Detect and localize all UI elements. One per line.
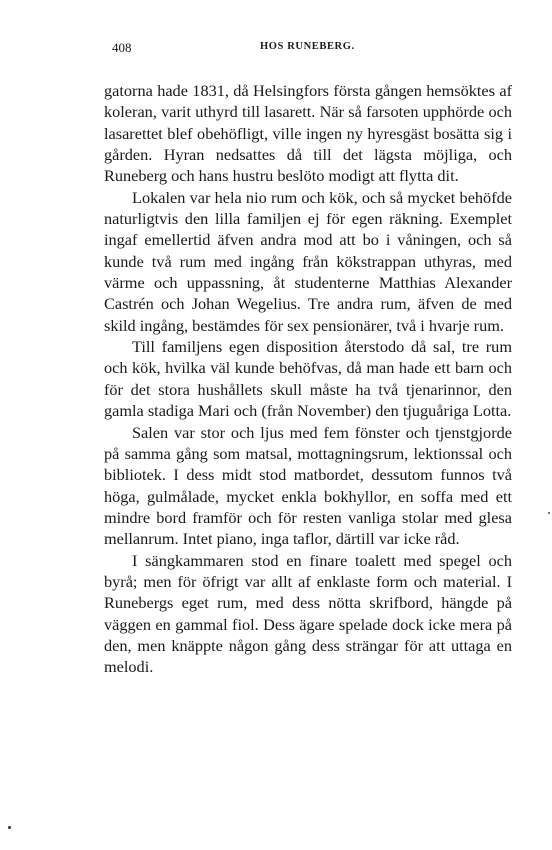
paragraph-5: I sängkammaren stod en finare toalett med spegel och byrå; men för öfrigt var allt af enklaste form och material. I Runebergs eget rum, med dess nötta skrifbord, hängde på väggen en gammal fiol. Dess ägare spelade dock icke mera på den, men knäppte någon gång dess strängar för att uttaga en melodi. bbox=[104, 550, 512, 677]
edge-mark bbox=[548, 512, 550, 514]
paragraph-1: gatorna hade 1831, då Helsingfors första gången hemsöktes af koleran, varit uthyrd till lasarett. När så farsoten upphörde och lasarettet blef obehöfligt, ville ingen ny hyresgäst bosätta sig i gården. Hyran nedsattes då till det lägsta möjliga, och Runeberg och hans hustru beslöto modigt att flytta dit. bbox=[104, 81, 512, 186]
body-text bbox=[104, 80, 512, 678]
paragraph-4: Salen var stor och ljus med fem fönster och tjenstgjorde på samma gång som matsal, mottagningsrum, lektionssal och bibliotek. I dess midt stod matbordet, dessutom funnos två höga, gulmålade, mycket enkla bokhyllor, en soffa med ett mindre bord framför och för resten vanliga stolar med glesa mellanrum. Intet piano, inga taflor, därtill var icke råd. bbox=[104, 422, 512, 549]
paragraph-3: Till familjens egen disposition återstodo då sal, tre rum och kök, hvilka väl kunde behöfvas, då man hade ett barn och för det stora hushållets skull måste ha två tjenarinnor, den gamla stadiga Mari och (från November) den tjuguåriga Lotta. bbox=[104, 337, 512, 421]
paragraph-2: Lokalen var hela nio rum och kök, och så mycket behöfde naturligtvis den lilla familjen ej för egen räkning. Exemplet ingaf emellertid äfven andra mod att bo i våningen, och så kunde två rum med ingång från kökstrappan uthyras, med värme och uppassning, åt studenterne Matthias Alexander Castrén och Johan Wegelius. Tre andra rum, äfven de med skild ingång, bestämdes för sex pensionärer, två i hvarje rum. bbox=[104, 187, 512, 335]
page-number: 408 bbox=[112, 40, 132, 55]
margin-dot bbox=[8, 826, 11, 829]
running-head bbox=[112, 40, 512, 56]
running-title: HOS RUNEBERG. bbox=[260, 41, 355, 52]
